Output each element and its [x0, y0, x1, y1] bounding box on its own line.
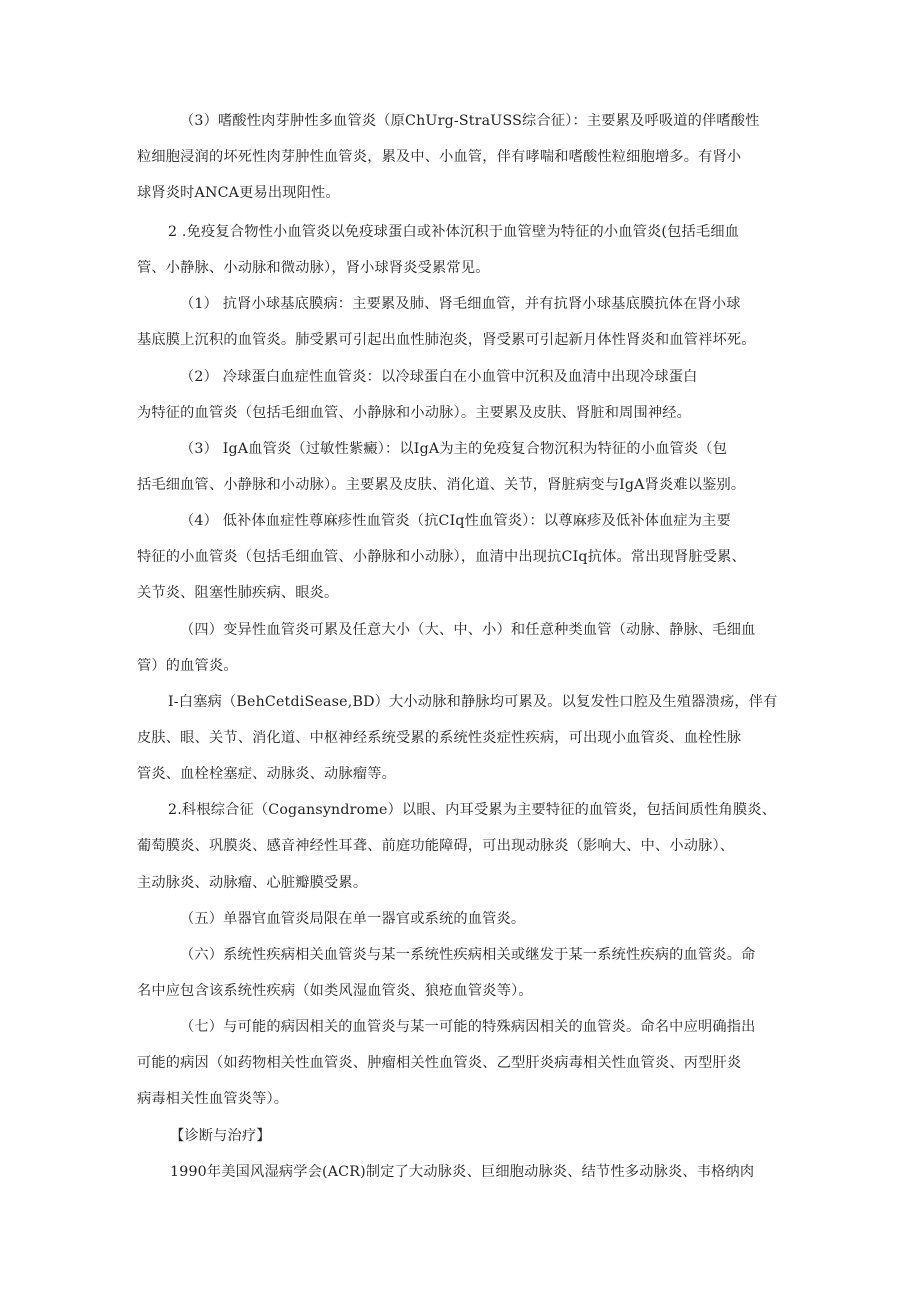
text-line: 可能的病因（如药物相关性血管炎、肿瘤相关性血管炎、乙型肝炎病毒相关性血管炎、丙型肝炎	[137, 1055, 742, 1071]
text-line: 名中应包含该系统性疾病（如类风湿血管炎、狼疮血管炎等）。	[137, 983, 533, 999]
text-line: 管炎、血栓栓塞症、动脉炎、动脉瘤等。	[137, 766, 396, 782]
text-line: 葡萄膜炎、巩膜炎、感音神经性耳聋、前庭功能障碍，可出现动脉炎（影响大、中、小动脉）、	[137, 838, 735, 854]
text-line: （四）变异性血管炎可累及任意大小（大、中、小）和任意种类血管（动脉、静脉、毛细血	[180, 622, 756, 638]
text-line: （2） 冷球蛋白血症性血管炎：以冷球蛋白在小血管中沉积及血清中出现冷球蛋白	[180, 369, 698, 385]
text-line: 病毒相关性血管炎等）。	[137, 1091, 289, 1107]
text-line: （4） 低补体血症性尊麻疹性血管炎（抗CIq性血管炎）：以尊麻疹及低补体血症为主要	[180, 513, 731, 529]
section-heading: 【诊断与治疗】	[170, 1128, 271, 1144]
text-line: 基底膜上沉积的血管炎。肺受累可引起出血性肺泡炎，肾受累可引起新月体性肾炎和血管袢坏死。	[137, 332, 756, 348]
text-line: （五）单器官血管炎局限在单一器官或系统的血管炎。	[180, 911, 526, 927]
text-line: （六）系统性疾病相关血管炎与某一系统性疾病相关或继发于某一系统性疾病的血管炎。命	[180, 947, 756, 963]
text-line: 球肾炎时ANCA更易出现阳性。	[137, 185, 340, 201]
text-line: 1990年美国风湿病学会(ACR)制定了大动脉炎、巨细胞动脉炎、结节性多动脉炎、韦格纳肉	[170, 1164, 755, 1180]
text-line: 特征的小血管炎（包括毛细血管、小静脉和小动脉），血清中出现抗CIq抗体。常出现肾脏受累、	[137, 549, 746, 565]
text-line: I-白塞病（BehCetdiSease,BD）大小动脉和静脉均可累及。以复发性口腔及生殖器溃疡，伴有	[168, 694, 778, 710]
text-line: （3）嗜酸性肉芽肿性多血管炎（原ChUrg-StraUSS综合征）：主要累及呼吸道的伴嗜酸性	[180, 113, 760, 129]
text-line: （3） IgA血管炎（过敏性紫癜）：以IgA为主的免疫复合物沉积为特征的小血管炎（包	[180, 441, 728, 457]
text-line: 2.科根综合征（Cogansyndrome）以眼、内耳受累为主要特征的血管炎，包括间质性角膜炎、	[168, 802, 777, 818]
text-line: 粒细胞浸润的坏死性肉芽肿性血管炎，累及中、小血管，伴有哮喘和嗜酸性粒细胞增多。有肾小	[137, 149, 742, 165]
text-line: 管、小静脉、小动脉和微动脉），肾小球肾炎受累常见。	[137, 260, 490, 276]
text-line: 主动脉炎、动脉瘤、心脏瓣膜受累。	[137, 875, 368, 891]
text-line: （七）与可能的病因相关的血管炎与某一可能的特殊病因相关的血管炎。命名中应明确指出	[180, 1019, 756, 1035]
text-line: 管）的血管炎。	[137, 658, 238, 674]
text-line: 关节炎、阻塞性肺疾病、眼炎。	[137, 585, 339, 601]
text-line: 2 .免疫复合物性小血管炎以免疫球蛋白或补体沉积于血管壁为特征的小血管炎(包括毛细血	[168, 224, 740, 240]
text-line: 括毛细血管、小静脉和小动脉）。主要累及皮肤、消化道、关节，肾脏病变与IgA肾炎难以鉴别。	[137, 477, 746, 493]
text-line: 为特征的血管炎（包括毛细血管、小静脉和小动脉）。主要累及皮肤、肾脏和周围神经。	[137, 405, 692, 421]
text-line: 皮肤、眼、关节、消化道、中枢神经系统受累的系统性炎症性疾病，可出现小血管炎、血栓性脉	[137, 730, 742, 746]
text-line: （1） 抗肾小球基底膜病：主要累及肺、肾毛细血管，并有抗肾小球基底膜抗体在肾小球	[180, 296, 741, 312]
